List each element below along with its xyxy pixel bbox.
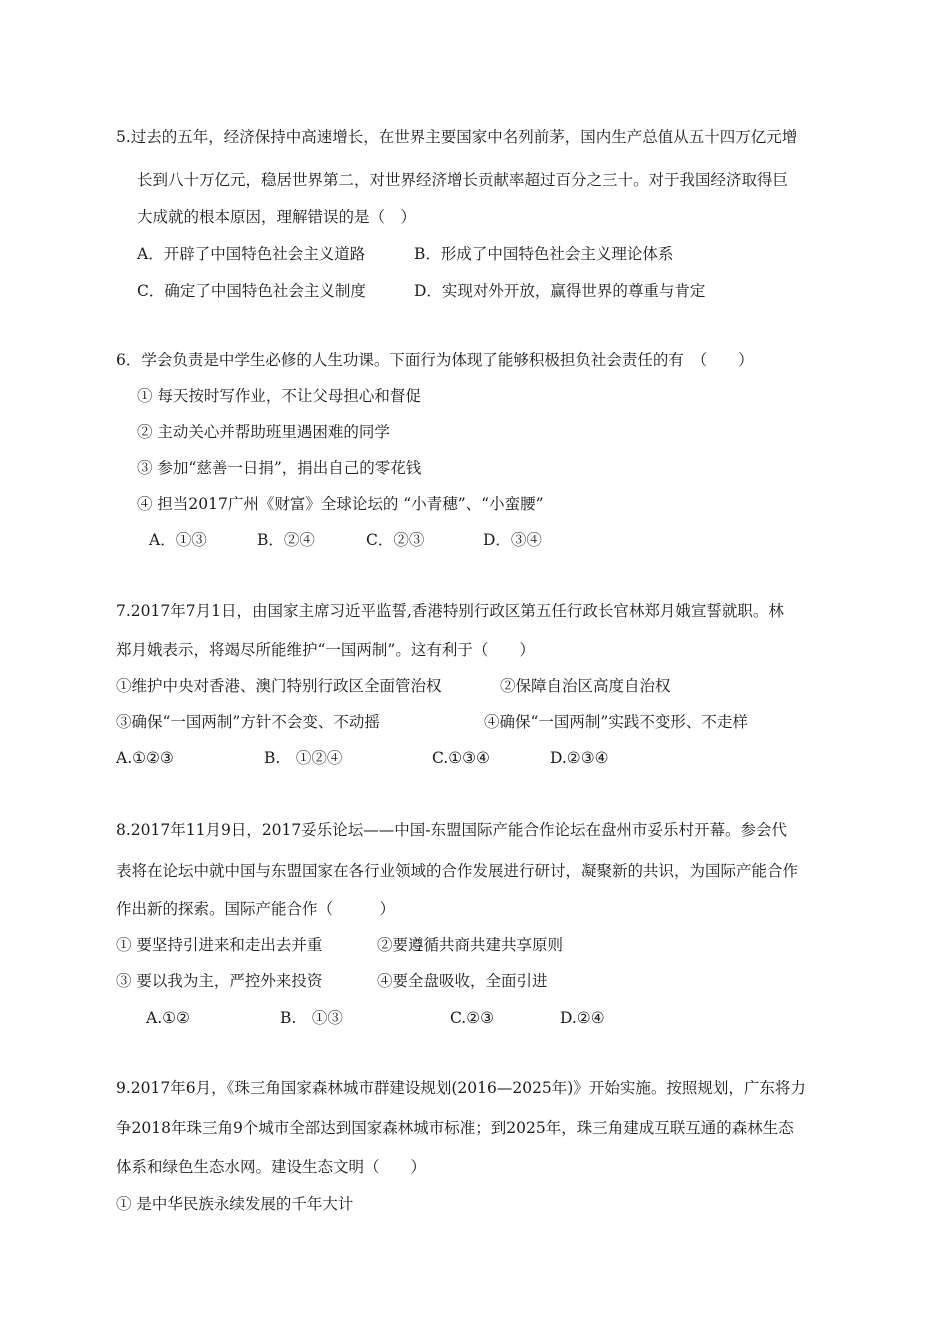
option-b: B. ①②④ <box>264 749 343 767</box>
question-stem-line: 8.2017年11月9日，2017妥乐论坛——中国-东盟国际产能合作论坛在盘州市妥乐村开幕。参会代 <box>116 821 788 839</box>
option-d: D．③④ <box>483 531 542 549</box>
option-b: B．②④ <box>257 531 315 549</box>
statement-item: ②保障自治区高度自治权 <box>500 677 671 695</box>
question-stem-line: 长到八十万亿元，稳居世界第二，对世界经济增长贡献率超过百分之三十。对于我国经济取得巨 <box>137 171 789 189</box>
option-d: D．实现对外开放，赢得世界的尊重与肯定 <box>414 282 706 300</box>
statement-item: ②要遵循共商共建共享原则 <box>377 936 564 954</box>
statement-item: ④确保“一国两制”实践不变形、不走样 <box>484 713 748 731</box>
option-c: C．②③ <box>366 531 425 549</box>
statement-item: ①维护中央对香港、澳门特别行政区全面管治权 <box>116 677 442 695</box>
option-a: A.①② <box>146 1009 190 1027</box>
option-a: A．开辟了中国特色社会主义道路 <box>137 245 366 263</box>
option-c: C.②③ <box>450 1009 495 1027</box>
question-stem-line: 郑月娥表示，将竭尽所能维护“一国两制”。这有利于（ ） <box>116 641 535 659</box>
question-stem-line: 体系和绿色生态水网。建设生态文明（ ） <box>116 1158 427 1176</box>
statement-item: ③ 参加“慈善一日捐”，捐出自己的零花钱 <box>137 459 422 477</box>
option-a: A．①③ <box>149 531 207 549</box>
question-stem-line: 作出新的探索。国际产能合作（ ） <box>116 900 396 918</box>
question-stem-line: 大成就的根本原因，理解错误的是（ ） <box>137 208 417 226</box>
statement-item: ③ 要以我为主，严控外来投资 <box>116 972 323 990</box>
statement-item: ① 是中华民族永续发展的千年大计 <box>116 1195 354 1213</box>
option-a: A.①②③ <box>116 749 174 767</box>
option-c: C.①③④ <box>432 749 490 767</box>
question-stem-line: 争2018年珠三角9个城市全部达到国家森林城市标准；到2025年，珠三角建成互联互通的森林生态 <box>116 1119 794 1137</box>
statement-item: ① 要坚持引进来和走出去并重 <box>116 936 323 954</box>
option-d: D.②③④ <box>550 749 609 767</box>
statement-item: ④要全盘吸收，全面引进 <box>377 972 548 990</box>
question-stem-line: 6．学会负责是中学生必修的人生功课。下面行为体现了能够积极担负社会责任的有 （ ） <box>116 351 754 369</box>
option-d: D.②④ <box>560 1009 605 1027</box>
question-stem-line: 9.2017年6月，《珠三角国家森林城市群建设规划(2016—2025年)》开始实施。按照规划，广东将力 <box>116 1079 806 1097</box>
option-b: B. ①③ <box>280 1009 343 1027</box>
question-stem-line: 5.过去的五年，经济保持中高速增长，在世界主要国家中名列前茅，国内生产总值从五十四万亿元增 <box>116 128 798 146</box>
statement-item: ② 主动关心并帮助班里遇困难的同学 <box>137 423 390 441</box>
statement-item: ① 每天按时写作业，不让父母担心和督促 <box>137 387 421 405</box>
option-b: B．形成了中国特色社会主义理论体系 <box>414 245 674 263</box>
statement-item: ③确保“一国两制”方针不会变、不动摇 <box>116 713 380 731</box>
statement-item: ④ 担当2017广州《财富》全球论坛的 “小青穗”、“小蛮腰” <box>137 495 544 513</box>
question-stem-line: 7.2017年7月1日，由国家主席习近平监誓,香港特别行政区第五任行政长官林郑月娥宣誓就职。林 <box>116 602 784 620</box>
option-c: C．确定了中国特色社会主义制度 <box>137 282 366 300</box>
question-stem-line: 表将在论坛中就中国与东盟国家在各行业领域的合作发展进行研讨，凝聚新的共识，为国际产能合作 <box>116 862 799 880</box>
